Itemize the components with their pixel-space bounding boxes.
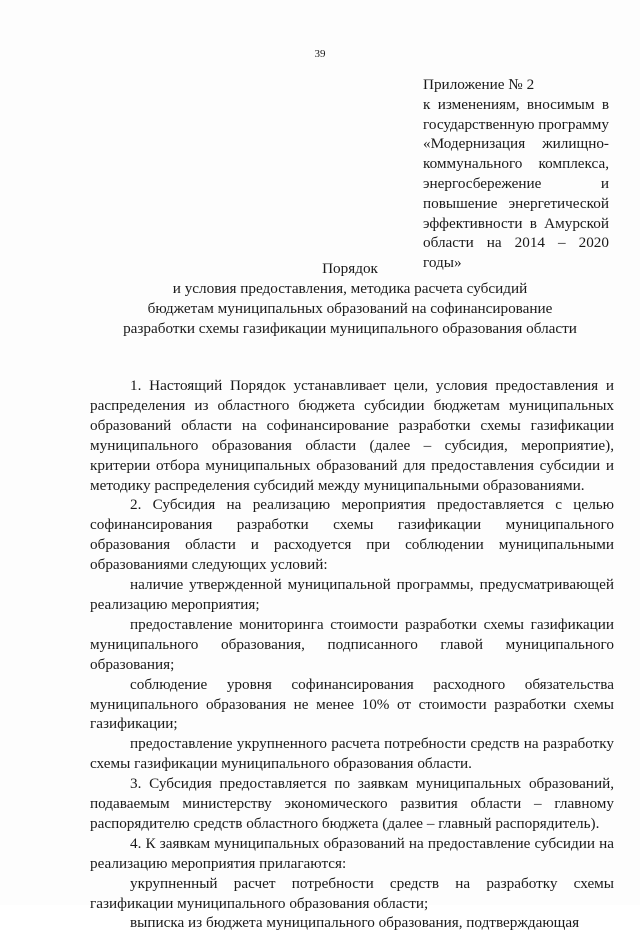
page-number: 39 (314, 48, 326, 60)
document-body (90, 376, 614, 933)
heading-title: Порядок (322, 260, 378, 277)
paragraph: 4. К заявкам муниципальных образований на предоставление субсидии на реализацию мероприятия прилагаются: (90, 834, 614, 872)
paragraph: соблюдение уровня софинансирования расходного обязательства муниципального образования не менее 10% от стоимости разработки схемы газификации; (90, 675, 614, 733)
heading-line: разработки схемы газификации муниципального образования области (123, 319, 577, 337)
paragraph: предоставление мониторинга стоимости разработки схемы газификации муниципального образования, подписанного главой муниципального образования; (90, 615, 614, 673)
paragraph: 2. Субсидия на реализацию мероприятия предоставляется с целью софинансирования разработки схемы газификации муниципального образования области и расходуется при соблюдении муниципальными образованиями следующих условий: (90, 496, 614, 574)
paragraph: предоставление укрупненного расчета потребности средств на разработку схемы газификации муниципального образования области. (90, 735, 614, 773)
paragraph: выписка из бюджета муниципального образования, подтверждающая (130, 914, 580, 932)
paragraph: 1. Настоящий Порядок устанавливает цели, условия предоставления и распределения из областного бюджета субсидии бюджетам муниципальных образований области на софинансирование разработки схемы газификации муниципального образования области (далее – субсидия, мероприятие), критерии отбора муниципальных образований для предоставления субсидии и методику распределения субсидий между муниципальными образованиями. (90, 377, 614, 494)
appendix-block (423, 75, 609, 273)
paragraph: укрупненный расчет потребности средств на разработку схемы газификации муниципального образования области; (90, 874, 614, 912)
paragraph: 3. Субсидия предоставляется по заявкам муниципальных образований, подаваемым министерству экономического развития области – главному распорядителю средств областного бюджета (далее – главный распорядитель). (90, 775, 614, 832)
document-heading (60, 259, 640, 339)
appendix-title: Приложение № 2 (423, 76, 535, 93)
appendix-text: к изменениям, вносимым в государственную программу «Модернизация жилищно-коммунального комплекса, энергосбережение и повышение энергетической эффективности в Амурской области на 2014 – 2020 годы» (423, 95, 609, 272)
heading-line: и условия предоставления, методика расчета субсидий (172, 279, 528, 297)
heading-line: бюджетам муниципальных образований на софинансирование (147, 299, 553, 317)
paragraph: наличие утвержденной муниципальной программы, предусматривающей реализацию мероприятия; (90, 576, 614, 613)
